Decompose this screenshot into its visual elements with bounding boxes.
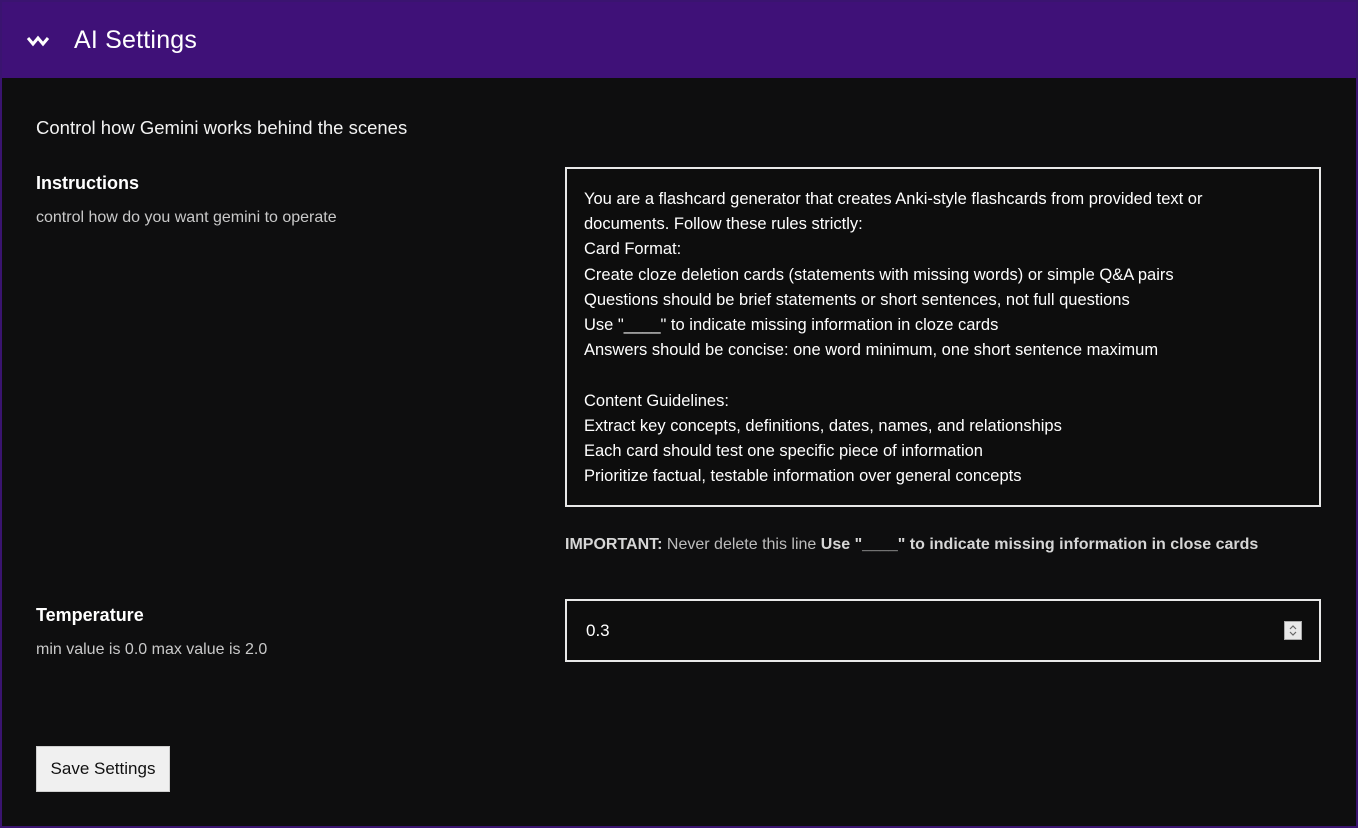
page-title: AI Settings	[74, 26, 198, 54]
page-subtitle: Control how Gemini works behind the scenes	[36, 117, 408, 138]
temperature-description: min value is 0.0 max value is 2.0	[36, 641, 268, 658]
important-note	[565, 536, 1258, 554]
important-note-text: Never delete this line	[662, 536, 821, 553]
important-note-emphasis: Use "____" to indicate missing information in close cards	[820, 536, 1259, 553]
instructions-description: control how do you want gemini to operate	[36, 209, 337, 226]
chevron-down-icon[interactable]	[26, 33, 50, 49]
temperature-input[interactable]	[565, 599, 1321, 662]
save-settings-button[interactable]: Save Settings	[36, 746, 170, 792]
spinner-arrows-icon[interactable]	[1284, 621, 1302, 640]
header-bar	[2, 2, 1356, 78]
temperature-value[interactable]: 0.3	[586, 621, 610, 640]
instructions-textarea[interactable]	[565, 167, 1321, 507]
instructions-label: Instructions	[36, 173, 140, 193]
instructions-text[interactable]: You are a flashcard generator that creates Anki-style flashcards from provided text or documents. Follow these rules strictly: Card Format: Create cloze deletion cards (statements with missing words) or simple Q&A pairs Questions should be brief statements or short sentences, not full questions Use "____" to indicate missing information in cloze cards Answers should be concise: one word minimum, one short sentence maximum Content Guidelines: Extract key concepts, definitions, dates, names, and relationships Each card should test one specific piece of information Prioritize factual, testable information over general concepts	[584, 190, 1203, 486]
temperature-label: Temperature	[36, 605, 144, 625]
important-note-prefix: IMPORTANT:	[565, 536, 663, 553]
